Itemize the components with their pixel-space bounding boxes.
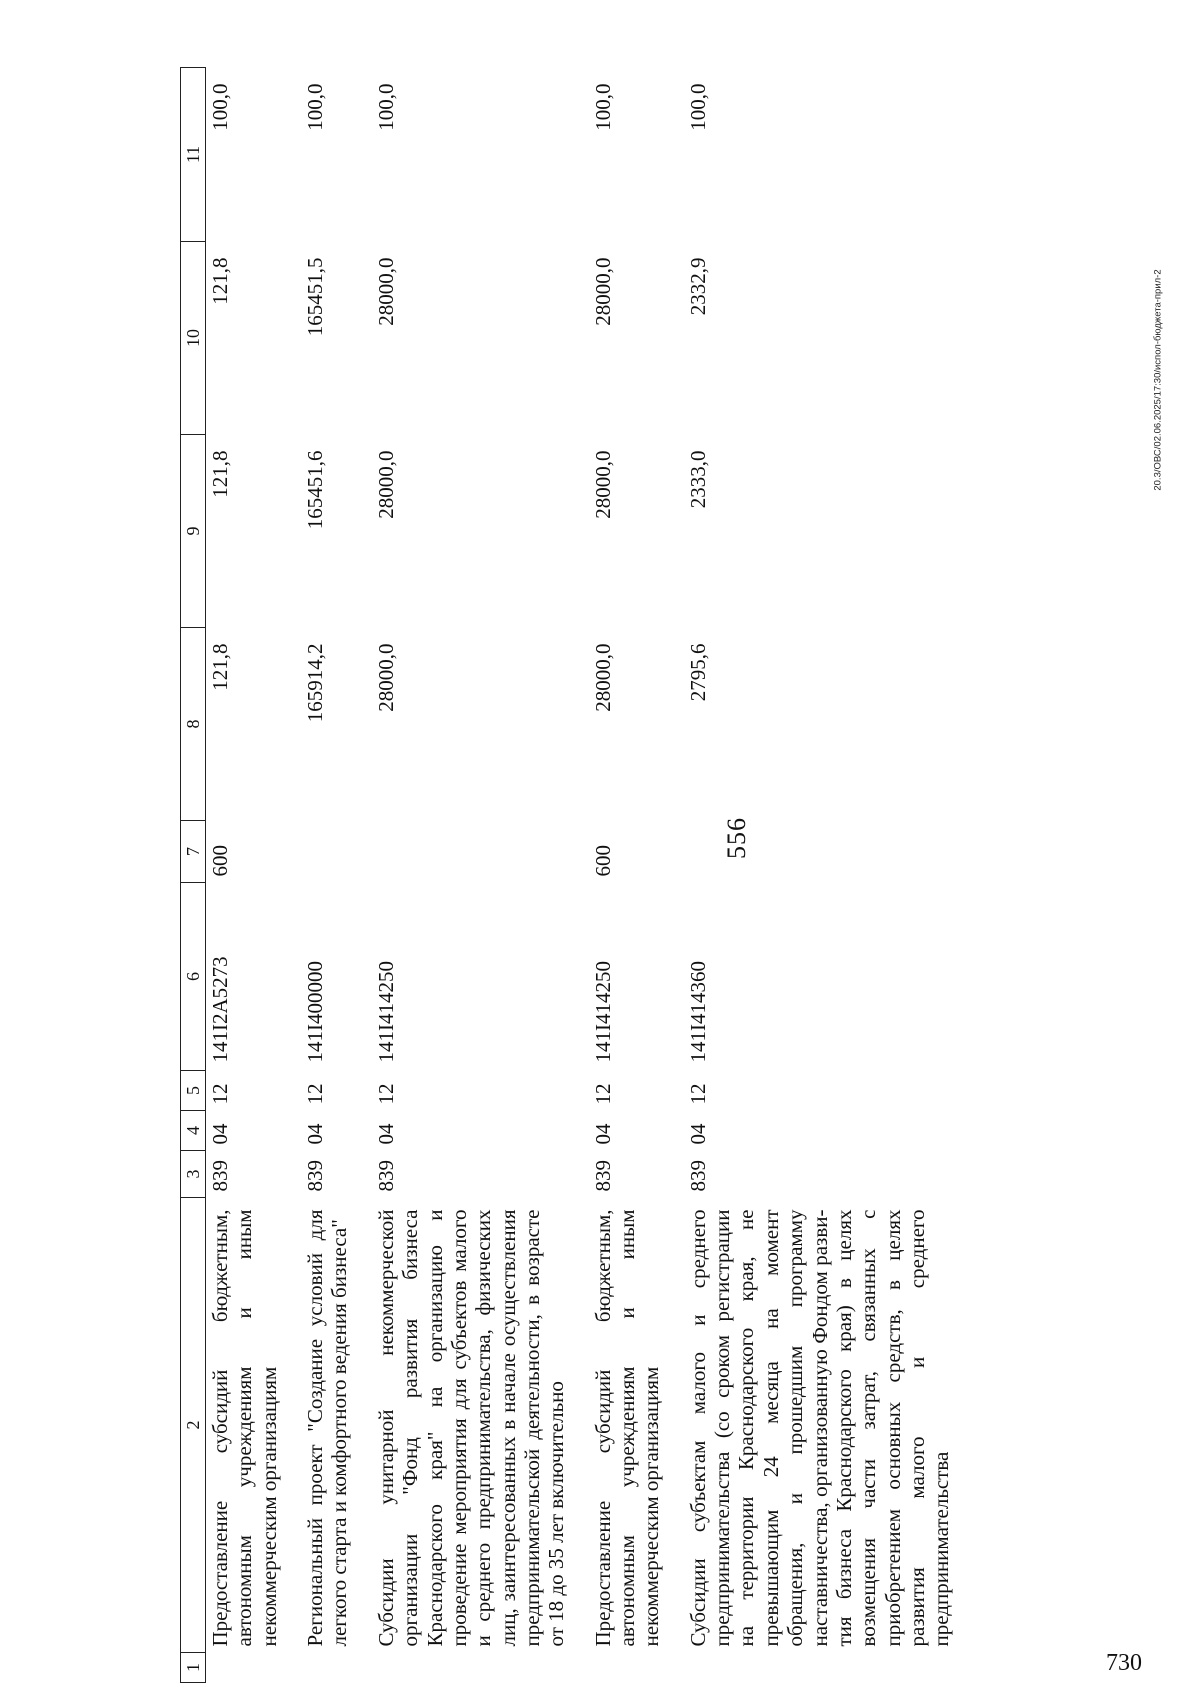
cell-item-name: Региональный проект "Создание условий для легкого старта и комфортного ведения бизнеса" (303, 1209, 352, 1647)
table-row (676, 68, 966, 1683)
cell-expense-type: 600 (208, 845, 232, 877)
cell-subsection: 12 (373, 1083, 398, 1105)
cell-item-name: Субсидии унитарной некоммерческой организации "Фонд развития бизнеса Краснодарского края" на организацию и проведение мероприятия для субъектов малого и среднего предпринимательства, физических лиц, заинтересованных в начале осуществления предпринимательской деятельности, в возрасте от 18 до 35 лет включительно (373, 1209, 569, 1647)
column-header: 7 (181, 821, 206, 883)
cell-col1 (676, 1653, 966, 1683)
cell-col1 (364, 1653, 581, 1683)
cell-expense-type (676, 821, 966, 883)
cell-ministry-code: 839 (685, 1160, 710, 1192)
cell-expense-type (293, 821, 364, 883)
cell-target-article: 141I414360 (685, 961, 710, 1063)
cell-value-col10: 28000,0 (373, 257, 398, 326)
cell-expense-type: 600 (590, 845, 615, 877)
cell-subsection: 12 (685, 1083, 710, 1105)
cell-section: 04 (373, 1123, 398, 1145)
cell-target-article: 141I414250 (590, 961, 615, 1063)
column-header: 1 (181, 1653, 206, 1683)
cell-target-article: 141I414250 (373, 961, 398, 1063)
cell-ministry-code: 839 (590, 1160, 615, 1192)
cell-item-name: Предоставление субсидий бюджетным, автономным учреждениям и иным некоммерческим организациям (590, 1209, 664, 1647)
cell-value-col10: 165451,5 (303, 257, 328, 337)
cell-col1 (206, 1653, 294, 1683)
cell-value-col8: 28000,0 (373, 643, 398, 712)
table-row (206, 68, 294, 1683)
table-row (293, 68, 364, 1683)
cell-item-name: Субсидии субъектам малого и среднего предпринимательства (со сроком регистрации на территории Краснодарского края, не превышающим 24 месяца на момент обращения, и прошедшим программу наставничества, организованную Фондом развития бизнеса Краснодарского края) в целях возмещения части затрат, связанных с приобретением основных средств, в целях развития малого и среднего предпринимательства (685, 1209, 954, 1647)
column-header: 11 (181, 68, 206, 242)
cell-value-col11: 100,0 (303, 83, 328, 131)
column-header: 3 (181, 1151, 206, 1198)
cell-value-col9: 121,8 (208, 450, 232, 498)
column-header: 5 (181, 1071, 206, 1111)
cell-target-article: 141I2A5273 (208, 956, 232, 1063)
cell-value-col10: 121,8 (208, 257, 232, 305)
column-header: 2 (181, 1198, 206, 1653)
cell-value-col10: 28000,0 (590, 257, 615, 326)
cell-ministry-code: 839 (373, 1160, 398, 1192)
cell-value-col11: 100,0 (373, 83, 398, 131)
cell-value-col8: 121,8 (208, 643, 232, 691)
footer-stamp: 20.3/ОВС/02.06.2025/17:30/испол-бюджета-прил-2 (1152, 269, 1164, 491)
cell-value-col11: 100,0 (685, 83, 710, 131)
sheet-number: 730 (1106, 1650, 1142, 1676)
rotated-table-inner (180, 68, 1060, 1683)
cell-subsection: 12 (303, 1083, 328, 1105)
table-row (364, 68, 581, 1683)
page-number: 556 (722, 817, 751, 859)
column-header: 8 (181, 628, 206, 821)
cell-item-name: Предоставление субсидий бюджетным, автономным учреждениям и иным некоммерческим организациям (208, 1209, 281, 1647)
cell-subsection: 12 (208, 1083, 232, 1105)
column-header: 6 (181, 883, 206, 1071)
cell-section: 04 (590, 1123, 615, 1145)
cell-value-col9: 28000,0 (590, 450, 615, 519)
rotated-table-container (180, 68, 1060, 1683)
cell-value-col9: 165451,6 (303, 450, 328, 530)
cell-expense-type (364, 821, 581, 883)
cell-value-col8: 28000,0 (590, 643, 615, 712)
cell-value-col8: 2795,6 (685, 643, 710, 702)
cell-value-col11: 100,0 (208, 83, 232, 131)
cell-value-col9: 2333,0 (685, 450, 710, 509)
column-header: 4 (181, 1111, 206, 1151)
cell-ministry-code: 839 (303, 1160, 328, 1192)
header-row (181, 68, 206, 1683)
cell-value-col8: 165914,2 (303, 643, 328, 723)
budget-table (180, 67, 966, 1683)
cell-section: 04 (208, 1123, 232, 1145)
cell-col1 (293, 1653, 364, 1683)
cell-subsection: 12 (590, 1083, 615, 1105)
column-header: 9 (181, 435, 206, 628)
cell-target-article: 141I400000 (303, 961, 328, 1063)
cell-value-col10: 2332,9 (685, 257, 710, 316)
cell-ministry-code: 839 (208, 1160, 232, 1192)
cell-section: 04 (303, 1123, 328, 1145)
column-header: 10 (181, 242, 206, 435)
cell-value-col11: 100,0 (590, 83, 615, 131)
cell-value-col9: 28000,0 (373, 450, 398, 519)
table-row (581, 68, 676, 1683)
cell-col1 (581, 1653, 676, 1683)
cell-section: 04 (685, 1123, 710, 1145)
